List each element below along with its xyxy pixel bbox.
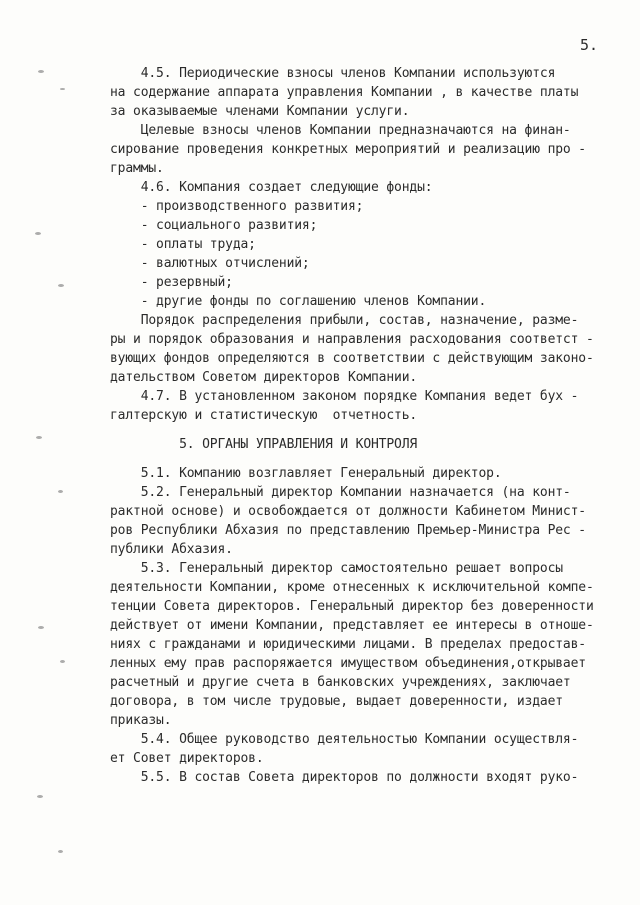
- text-line: 5.1. Компанию возглавляет Генеральный директор.: [110, 466, 502, 481]
- list-item: - производственного развития;: [110, 199, 364, 214]
- scan-speck: [60, 660, 65, 663]
- text-line: действует от имени Компании, представляет ее интересы в отноше-: [110, 618, 594, 633]
- text-line: ленных ему прав распоряжается имуществом объединения,открывает: [110, 656, 586, 671]
- text-line: публики Абхазия.: [110, 542, 233, 557]
- list-item: - другие фонды по соглашению членов Компании.: [110, 294, 487, 309]
- scan-speck: [37, 795, 43, 798]
- text-line: Целевые взносы членов Компании предназначаются на финан-: [110, 123, 571, 138]
- list-item: - социального развития;: [110, 218, 318, 233]
- text-line: договора, в том числе трудовые, выдает доверенности, издает: [110, 694, 563, 709]
- section-heading: 5. ОРГАНЫ УПРАВЛЕНИЯ И КОНТРОЛЯ: [110, 437, 418, 452]
- scan-speck: [36, 436, 42, 439]
- text-line: галтерскую и статистическую отчетность.: [110, 408, 418, 423]
- text-line: граммы.: [110, 161, 164, 176]
- text-line: 4.5. Периодические взносы членов Компании используются: [110, 66, 556, 81]
- text-line: ров Республики Абхазия по представлению Премьер-Министра Рес -: [110, 523, 586, 538]
- scan-speck: [38, 626, 44, 629]
- scan-speck: [35, 232, 41, 235]
- text-line: приказы.: [110, 713, 172, 728]
- text-line: 4.7. В установленном законом порядке Компания ведет бух -: [110, 389, 579, 404]
- text-line: ниях с гражданами и юридическими лицами. В пределах предостав-: [110, 637, 586, 652]
- text-line: сирование проведения конкретных мероприятий и реализацию про -: [110, 142, 586, 157]
- text-line: Порядок распределения прибыли, состав, назначение, разме-: [110, 313, 579, 328]
- scan-speck: [58, 490, 63, 493]
- text-line: 5.5. В состав Совета директоров по должности входят руко-: [110, 770, 579, 785]
- text-line: на содержание аппарата управления Компании , в качестве платы: [110, 85, 579, 100]
- list-item: - резервный;: [110, 275, 233, 290]
- text-line: ет Совет директоров.: [110, 751, 264, 766]
- text-line: 4.6. Компания создает следующие фонды:: [110, 180, 433, 195]
- text-line: за оказываемые членами Компании услуги.: [110, 104, 410, 119]
- text-line: рактной основе) и освобождается от должности Кабинетом Минист-: [110, 504, 586, 519]
- text-line: расчетный и другие счета в банковских учреждениях, заключает: [110, 675, 571, 690]
- scan-speck: [60, 88, 65, 90]
- list-item: - оплаты труда;: [110, 237, 256, 252]
- text-line: деятельности Компании, кроме отнесенных к исключительной компе-: [110, 580, 594, 595]
- scan-speck: [58, 284, 64, 287]
- scan-speck: [58, 850, 63, 853]
- text-line: ры и порядок образования и направления расходования соответст -: [110, 332, 594, 347]
- text-line: дательством Советом директоров Компании.: [110, 370, 418, 385]
- list-item: - валютных отчислений;: [110, 256, 310, 271]
- text-line: 5.4. Общее руководство деятельностью Компании осуществля-: [110, 732, 579, 747]
- page-number: 5.: [580, 36, 599, 54]
- text-line: вующих фондов определяются в соответствии с действующим законо-: [110, 351, 594, 366]
- document-body: [110, 64, 610, 787]
- text-line: 5.2. Генеральный директор Компании назначается (на конт-: [110, 485, 571, 500]
- text-line: тенции Совета директоров. Генеральный директор без доверенности: [110, 599, 594, 614]
- scan-speck: [38, 70, 44, 73]
- text-line: 5.3. Генеральный директор самостоятельно решает вопросы: [110, 561, 563, 576]
